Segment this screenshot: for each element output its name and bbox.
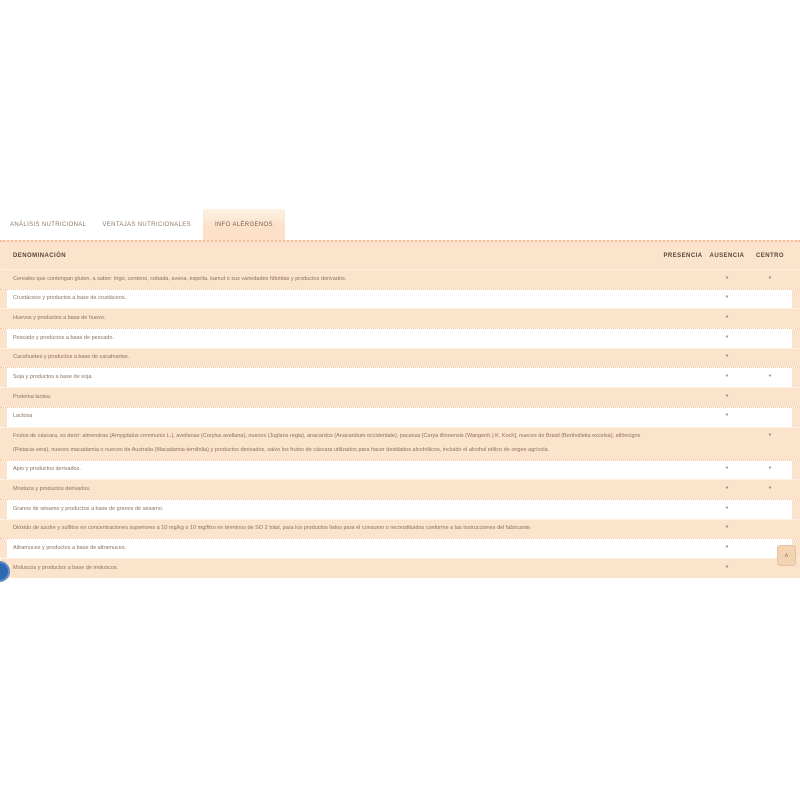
ausencia-mark: * <box>725 275 729 283</box>
allergen-denominacion: Pescado y productos a base de pescado. <box>13 334 114 341</box>
table-row <box>0 387 800 407</box>
table-row <box>0 328 800 348</box>
tab-bar <box>0 209 800 240</box>
allergen-denominacion: Granos de sésamo y productos a base de granos de sésamo. <box>13 505 164 512</box>
allergen-denominacion: Moluscos y productos a base de moluscos. <box>13 564 119 571</box>
allergen-denominacion: Mostaza y productos derivados. <box>13 485 91 492</box>
allergen-denominacion: Proteína lactea. <box>13 393 52 400</box>
allergen-table-body <box>0 269 800 578</box>
allergen-denominacion: Lactosa <box>13 413 33 420</box>
ausencia-mark: * <box>725 485 729 493</box>
table-row <box>0 460 800 480</box>
allergen-table-header <box>0 242 800 269</box>
allergen-denominacion: Crustáceos y productos a base de crustáceos. <box>13 295 127 302</box>
table-row <box>0 519 800 539</box>
allergen-denominacion: Altramuces y productos a base de altramuces. <box>13 545 127 552</box>
allergen-denominacion: Apio y productos derivados. <box>13 466 81 473</box>
centro-mark: * <box>768 485 772 493</box>
ausencia-mark: * <box>725 295 729 303</box>
allergen-table <box>0 240 800 578</box>
tab-ventajas-nutricionales[interactable]: VENTAJAS NUTRICIONALES <box>102 221 191 228</box>
allergen-denominacion: Huevos y productos a base de huevo. <box>13 314 106 321</box>
table-row <box>0 308 800 328</box>
ausencia-mark: * <box>725 413 729 421</box>
table-row <box>0 479 800 499</box>
column-header-denominacion: DENOMINACIÓN <box>13 252 67 259</box>
table-row <box>0 558 800 578</box>
tab-info-alergenos[interactable]: INFO ALÉRGENOS <box>203 209 285 240</box>
allergen-denominacion: Dióxido de azufre y sulfitos en concentraciones superiores a 10 mg/kg o 10 mg/litro en términos de SO 2 total, para los productos listos para el consumo o reconstituidos conforme a las instrucciones del fabricante. <box>13 525 532 532</box>
centro-mark: * <box>768 466 772 474</box>
allergen-denominacion: Cacahuetes y productos a base de cacahuetes. <box>13 354 130 361</box>
column-header-presencia: PRESENCIA <box>663 252 703 259</box>
column-header-ausencia: AUSENCIA <box>709 252 745 259</box>
allergen-denominacion: Cereales que contengan gluten, a saber: trigo, centeno, cebada, avena, espelta, kamut o sus variedades híbridas y productos derivados. <box>13 275 347 282</box>
ausencia-mark: * <box>725 393 729 401</box>
ausencia-mark: * <box>725 525 729 533</box>
table-row <box>0 289 800 309</box>
centro-mark: * <box>768 374 772 382</box>
ausencia-mark: * <box>725 354 729 362</box>
allergen-denominacion: Soja y productos a base de soja. <box>13 374 93 381</box>
table-row <box>0 407 800 427</box>
table-row <box>0 348 800 368</box>
main-content <box>0 209 800 578</box>
ausencia-mark: * <box>725 374 729 382</box>
ausencia-mark: * <box>725 466 729 474</box>
table-row <box>0 269 800 289</box>
table-row <box>0 427 800 460</box>
table-row <box>0 367 800 387</box>
ausencia-mark: * <box>725 505 729 513</box>
scroll-top-button[interactable] <box>777 545 796 566</box>
column-header-centro: CENTRO <box>755 252 785 259</box>
ausencia-mark: * <box>725 545 729 553</box>
ausencia-mark: * <box>725 564 729 572</box>
ausencia-mark: * <box>725 334 729 342</box>
tab-analisis-nutricional[interactable]: ANÁLISIS NUTRICIONAL <box>10 221 87 228</box>
allergen-denominacion: Frutos de cáscara, es decir: almendras (Amygdalus communis L.), avellanas (Corylus avellana), nueces (Juglans regia), anacardos (Anacardium occidentale), pacanas [Carya illinoensis (Wangenh.) K. Koch], nueces de Brasil (Bertholletia excelsa), alfóncigos (Pistacia vera), nueces macadamia o nueces de Australia (Macadamia ternifolia) y productos derivados, salvo los frutos de cáscara utilizados para hacer destilados alcohólicos, incluido el alcohol etílico de origen agrícola. <box>13 433 641 453</box>
table-row <box>0 538 800 558</box>
table-row <box>0 499 800 519</box>
centro-mark: * <box>768 275 772 283</box>
centro-mark: * <box>768 433 772 441</box>
chevron-up-icon: ∧ <box>784 552 789 559</box>
ausencia-mark: * <box>725 314 729 322</box>
